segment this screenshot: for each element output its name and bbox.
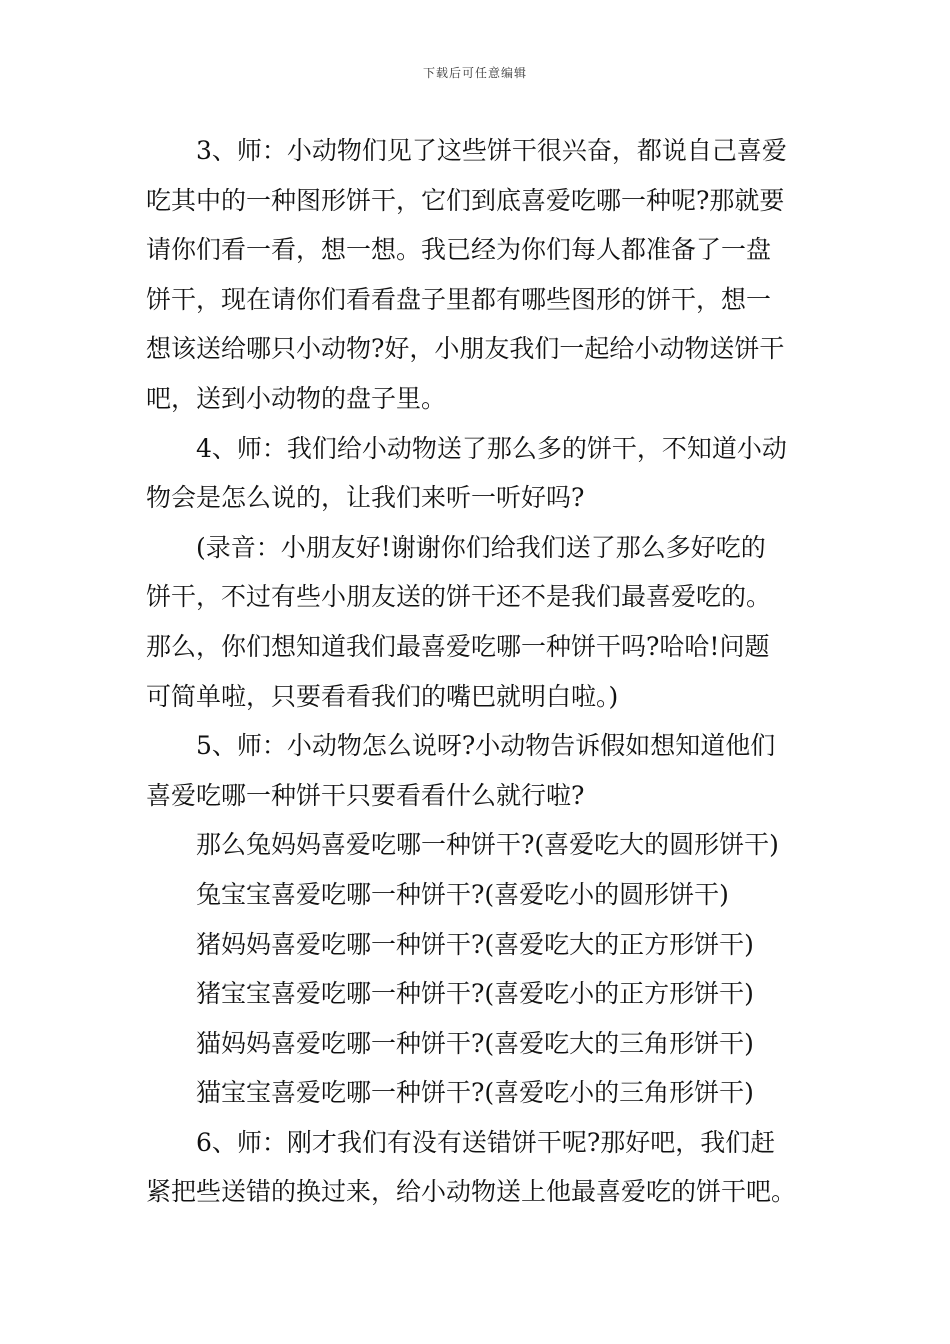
paragraph-line: 那么，你们想知道我们最喜爱吃哪一种饼干吗?哈哈!问题 <box>146 631 770 661</box>
question-line: 那么兔妈妈喜爱吃哪一种饼干?(喜爱吃大的圆形饼干) <box>196 830 779 860</box>
question-line: 猪宝宝喜爱吃哪一种饼干?(喜爱吃小的正方形饼干) <box>196 979 754 1009</box>
page-header-note: 下载后可任意编辑 <box>422 66 527 80</box>
paragraph-line: 5、师：小动物怎么说呀?小动物告诉假如想知道他们 <box>196 731 776 761</box>
paragraph-line: 物会是怎么说的，让我们来听一听好吗? <box>146 483 585 513</box>
paragraph-line: 可简单啦，只要看看我们的嘴巴就明白啦。) <box>146 681 619 711</box>
question-line: 兔宝宝喜爱吃哪一种饼干?(喜爱吃小的圆形饼干) <box>196 879 729 909</box>
document-body <box>146 126 806 1217</box>
question-line: 猫妈妈喜爱吃哪一种饼干?(喜爱吃大的三角形饼干) <box>196 1028 754 1058</box>
paragraph-line: 饼干，现在请你们看看盘子里都有哪些图形的饼干，想一 <box>146 284 772 314</box>
question-line: 猪妈妈喜爱吃哪一种饼干?(喜爱吃大的正方形饼干) <box>196 929 754 959</box>
paragraph-line: 3、师：小动物们见了这些饼干很兴奋，都说自己喜爱 <box>196 136 787 165</box>
paragraph-line: 4、师：我们给小动物送了那么多的饼干，不知道小动 <box>196 433 787 463</box>
question-line: 猫宝宝喜爱吃哪一种饼干?(喜爱吃小的三角形饼干) <box>196 1078 754 1108</box>
paragraph-line: 请你们看一看，想一想。我已经为你们每人都准备了一盘 <box>146 235 772 265</box>
paragraph-line: 喜爱吃哪一种饼干只要看看什么就行啦? <box>146 780 585 810</box>
paragraph-line: 紧把些送错的换过来，给小动物送上他最喜爱吃的饼干吧。 <box>146 1177 797 1207</box>
paragraph-line: 想该送给哪只小动物?好，小朋友我们一起给小动物送饼干 <box>146 334 785 364</box>
paragraph-line: 饼干，不过有些小朋友送的饼干还不是我们最喜爱吃的。 <box>146 582 772 612</box>
paragraph-line: 6、师：刚才我们有没有送错饼干呢?那好吧，我们赶 <box>196 1127 776 1157</box>
paragraph-line: (录音：小朋友好!谢谢你们给我们送了那么多好吃的 <box>196 532 766 562</box>
paragraph-line: 吧，送到小动物的盘子里。 <box>146 383 447 413</box>
paragraph-line: 吃其中的一种图形饼干，它们到底喜爱吃哪一种呢?那就要 <box>146 185 785 215</box>
